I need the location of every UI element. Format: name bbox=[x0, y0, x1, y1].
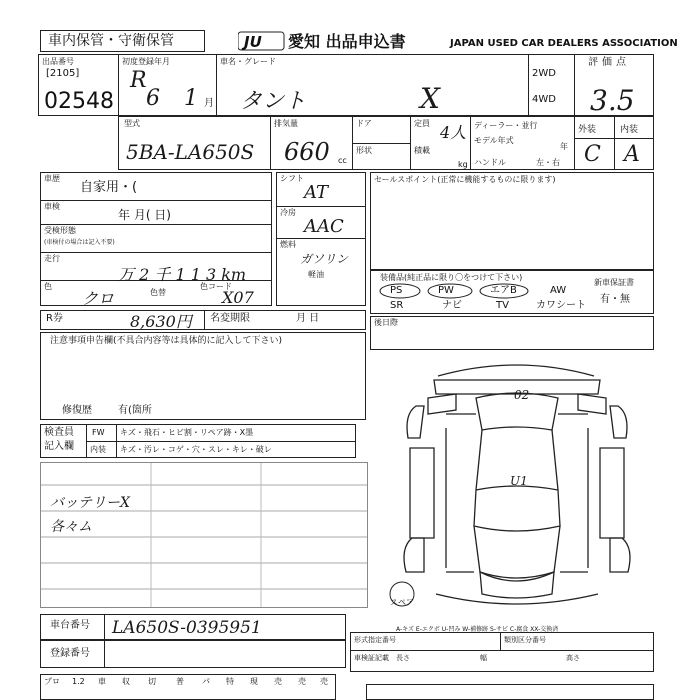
lot-code: [2105] bbox=[46, 68, 80, 79]
org-english: JAPAN USED CAR DEALERS ASSOCIATION bbox=[450, 38, 678, 49]
color-label: 色 bbox=[44, 282, 52, 291]
handle-options: 左・右 bbox=[536, 158, 560, 167]
equipment-item: ナビ bbox=[442, 300, 462, 311]
drive-4wd: 4WD bbox=[532, 94, 556, 105]
bottom-label: 普 bbox=[176, 677, 184, 686]
color-change-label: 色替 bbox=[150, 288, 166, 297]
inspector-label: 記入欄 bbox=[44, 441, 74, 452]
note-each: 各々ム bbox=[50, 519, 92, 535]
bottom-label: 収 bbox=[122, 677, 130, 686]
equipment-item: TV bbox=[496, 300, 509, 311]
ju-logo-icon bbox=[238, 30, 286, 52]
displacement-label: 排気量 bbox=[274, 119, 298, 128]
exterior-grade: C bbox=[584, 142, 601, 167]
note-battery: バッテリーX bbox=[50, 495, 130, 511]
sales-points-label: セールスポイント(正常に機能するものに限ります) bbox=[374, 175, 556, 184]
bottom-label: 特 bbox=[226, 677, 234, 686]
reg-month: 1 bbox=[184, 86, 198, 111]
kg-unit: kg bbox=[458, 160, 468, 169]
fig-label: 形式指定番号 bbox=[354, 636, 396, 644]
ac-label: 冷房 bbox=[280, 208, 296, 217]
dim-label: 車検証記載 bbox=[354, 654, 389, 662]
sales-points-box bbox=[370, 172, 654, 270]
ju-logo bbox=[238, 30, 286, 52]
after-date-box bbox=[370, 316, 654, 350]
score-value: 3.5 bbox=[590, 84, 635, 117]
diagram-note-02: 02 bbox=[514, 388, 530, 402]
recycle-label: R券 bbox=[46, 313, 63, 324]
lot-label: 出品番号 bbox=[42, 57, 74, 66]
inspection-label: 車検 bbox=[44, 202, 60, 211]
equipment-label: 装備品(純正品に限り〇をつけて下さい) bbox=[380, 273, 523, 282]
bottom-label: 売 bbox=[298, 677, 306, 686]
load-label: 積載 bbox=[414, 146, 430, 155]
model-year-label: モデル年式 bbox=[474, 136, 514, 145]
equipment-item: PW bbox=[438, 285, 454, 296]
chassis-value: LA650S-0395951 bbox=[112, 618, 262, 638]
bottom-label: 1.2 bbox=[72, 677, 85, 686]
repair-value: 有(箇所 bbox=[118, 405, 152, 416]
capacity: 4人 bbox=[440, 123, 467, 142]
model-code-label: 型式 bbox=[124, 119, 140, 128]
width-label: 幅 bbox=[480, 654, 487, 662]
svg-text:JU: JU bbox=[244, 33, 262, 51]
acceptance-note: (車検付の場合は記入不要) bbox=[44, 239, 115, 246]
exterior-label: 外装 bbox=[578, 125, 597, 135]
cc-unit: cc bbox=[338, 156, 347, 165]
fw-text: キズ・飛石・ヒビ割・リペア跡・X墨 bbox=[120, 428, 254, 437]
model-name-label: 車名・グレード bbox=[220, 57, 276, 66]
fuel-label: 燃料 bbox=[280, 240, 296, 249]
model-code: 5BA-LA650S bbox=[126, 140, 255, 164]
door-label: ドア bbox=[356, 119, 372, 128]
storage-label: 車内保管・守衛保管 bbox=[48, 33, 174, 49]
handle-label: ハンドル bbox=[474, 158, 506, 167]
mileage-label: 走行 bbox=[44, 254, 60, 263]
acceptance-label: 受検形態 bbox=[44, 226, 76, 235]
org-name: 愛知 出品申込書 bbox=[288, 32, 406, 51]
bottom-label: 切 bbox=[148, 677, 156, 686]
inspector-label: 検査員 bbox=[44, 427, 74, 438]
reg-year: 6 bbox=[146, 86, 160, 111]
shape-label: 形状 bbox=[356, 146, 372, 155]
bottom-label: 車 bbox=[98, 677, 106, 686]
damage-legend: A-キズ E-エクボ U-凹み W-補修跡 S-サビ C-腐食 XX-交換済 bbox=[396, 626, 559, 633]
fuel-alt: 軽油 bbox=[308, 270, 324, 279]
spare-label: スペア bbox=[390, 598, 414, 607]
month-unit: 月 bbox=[204, 98, 214, 109]
int-text: キズ・汚レ・コゲ・穴・スレ・キレ・破レ bbox=[120, 445, 272, 454]
grade: X bbox=[420, 82, 440, 115]
use-value: 自家用・( bbox=[80, 180, 138, 195]
name-change-value: 月 日 bbox=[296, 313, 320, 324]
repair-label: 修復歴 bbox=[62, 405, 92, 416]
bottom-label: 売 bbox=[320, 677, 328, 686]
recycle-value: 8,630円 bbox=[130, 312, 192, 331]
color-code: X07 bbox=[222, 288, 254, 307]
cat-label: 類別区分番号 bbox=[504, 636, 546, 644]
bottom-label: 現 bbox=[250, 677, 258, 686]
color-value: クロ bbox=[82, 289, 115, 308]
reg-number-label: 登録番号 bbox=[50, 648, 90, 659]
bottom-label: 売 bbox=[274, 677, 282, 686]
color-code-label: 色コード bbox=[200, 282, 232, 291]
score-label: 評価点 bbox=[588, 57, 630, 68]
ac-value: AAC bbox=[304, 216, 344, 237]
chassis-label: 車台番号 bbox=[50, 620, 90, 631]
name-change-label: 名変期限 bbox=[210, 313, 250, 324]
lot-number: 02548 bbox=[44, 89, 114, 114]
bottom-label: プロ bbox=[44, 677, 60, 686]
equipment-item: AW bbox=[550, 285, 567, 296]
use-label: 車歴 bbox=[44, 174, 60, 183]
int-label: 内装 bbox=[90, 445, 106, 454]
equipment-item: PS bbox=[390, 285, 403, 296]
fuel-value: ガソリン bbox=[300, 252, 349, 266]
equipment-item: エアB bbox=[490, 285, 517, 296]
fw-label: FW bbox=[92, 428, 105, 437]
reg-era: R bbox=[130, 68, 147, 93]
bottom-label: パ bbox=[202, 677, 210, 686]
warranty-label: 新車保証書 bbox=[594, 278, 634, 287]
displacement: 660 bbox=[284, 138, 330, 166]
equipment-item: カワシート bbox=[536, 300, 586, 311]
length-label: 長さ bbox=[396, 654, 410, 662]
capacity-label: 定員 bbox=[414, 119, 430, 128]
equipment-item: SR bbox=[390, 300, 404, 311]
dealer-label: ディーラー・並行 bbox=[474, 121, 538, 130]
shift-value: AT bbox=[304, 182, 329, 203]
height-label: 高さ bbox=[566, 654, 580, 662]
notes-label: 注意事項申告欄(不具合内容等は具体的に記入して下さい) bbox=[50, 336, 283, 346]
diagram-note-u1: U1 bbox=[510, 474, 528, 488]
mileage-value: 万 2 千 1 1 3 km bbox=[118, 265, 247, 284]
shift-label: シフト bbox=[280, 174, 304, 183]
interior-grade: A bbox=[624, 142, 640, 167]
interior-label: 内装 bbox=[620, 125, 639, 135]
year-unit: 年 bbox=[560, 142, 568, 151]
bottom-right-box bbox=[366, 684, 654, 700]
model-name: タント bbox=[240, 89, 307, 114]
equipment-circles bbox=[370, 270, 654, 314]
inspection-value: 年 月( 日) bbox=[118, 208, 171, 222]
after-date-label: 後日際 bbox=[374, 318, 398, 327]
drive-2wd: 2WD bbox=[532, 68, 556, 79]
warranty-options: 有・無 bbox=[600, 294, 630, 305]
first-reg-label: 初度登録年月 bbox=[122, 57, 170, 66]
